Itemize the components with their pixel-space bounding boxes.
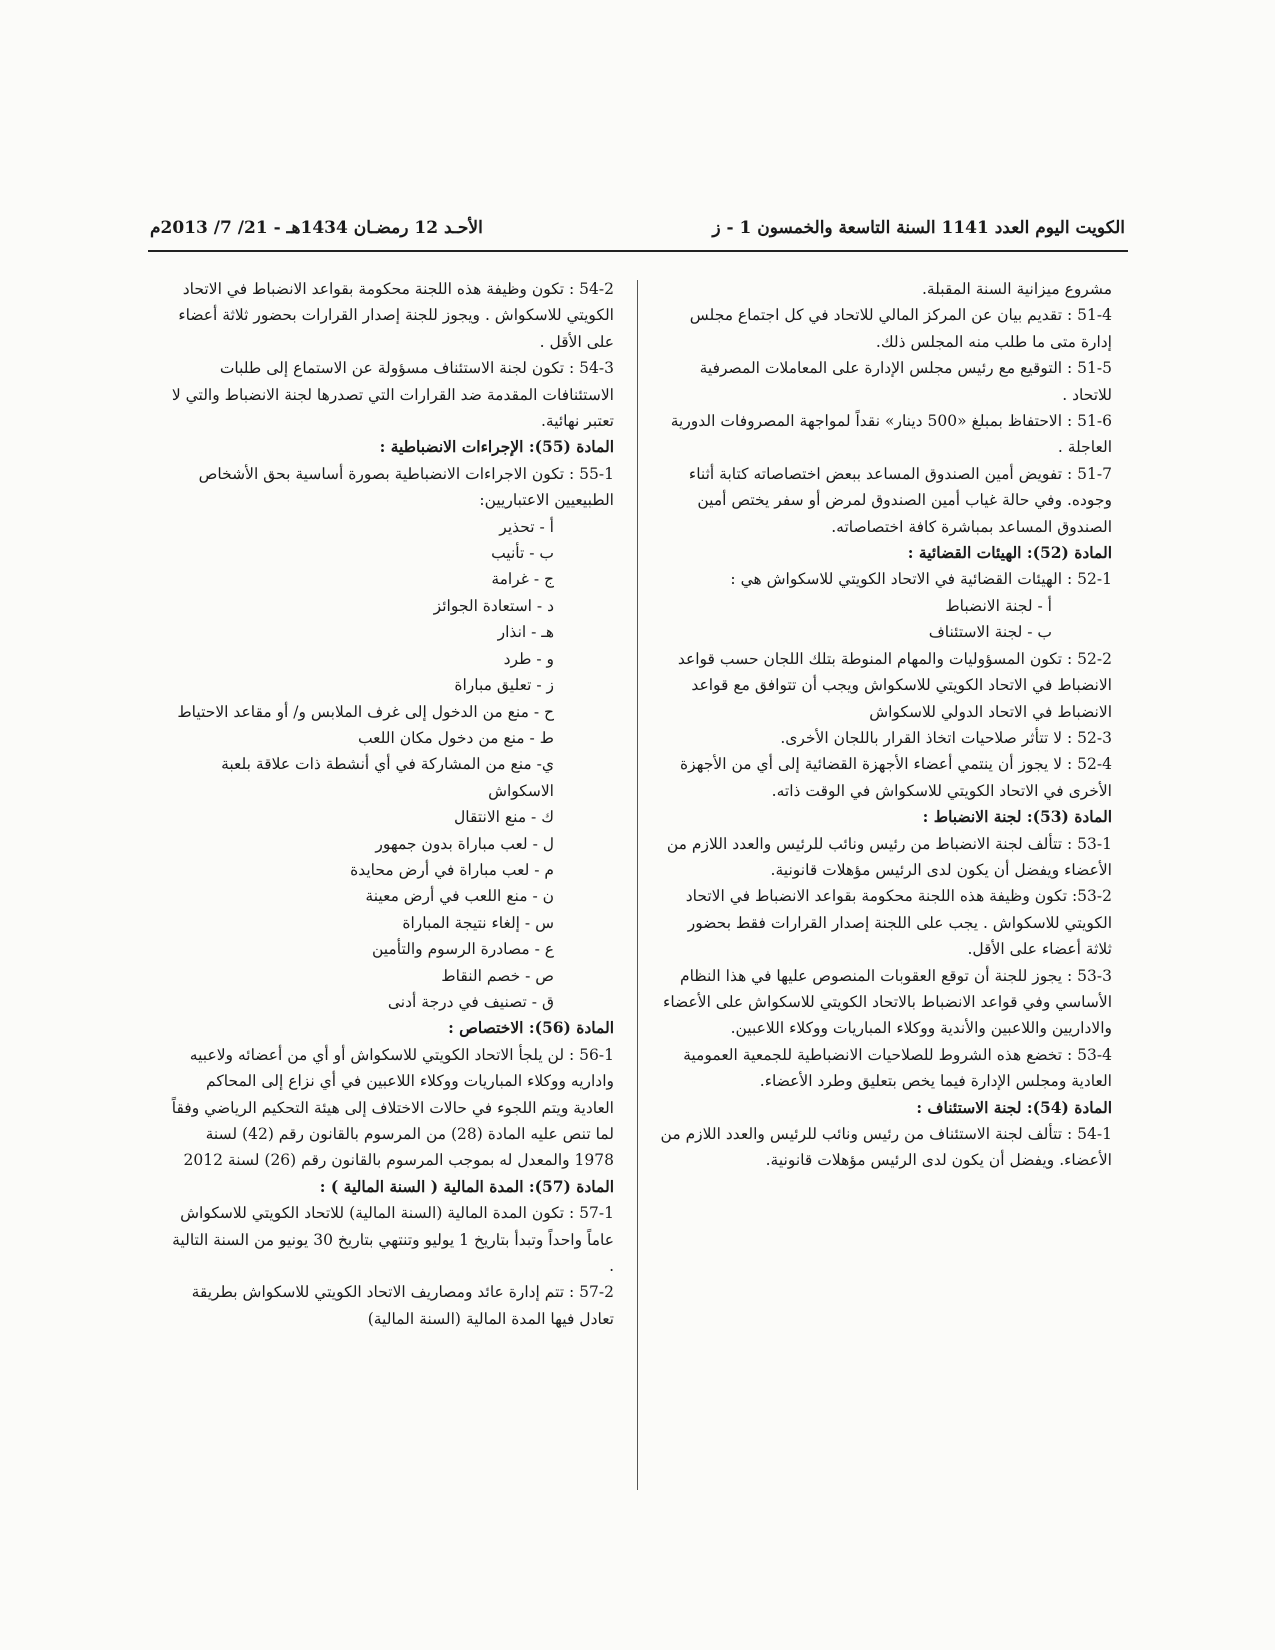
list-item: أ - تحذير	[499, 517, 554, 536]
clause: 54-3 : تكون لجنة الاستئناف مسؤولة عن الاستماع إلى طلبات الاستئنافات المقدمة ضد القرارات التي تصدرها لجنة الانضباط والتي لا تعتبر نهائية.	[171, 359, 614, 431]
clause: 51-7 : تفويض أمين الصندوق المساعد ببعض اختصاصاته كتابة أثناء وجوده. وفي حالة غياب أمين الصندوق لمرض أو سفر يختص أمين الصندوق المساعد بمباشرة كافة اختصاصاته.	[688, 464, 1112, 536]
list-item: أ - لجنة الانضباط	[945, 596, 1052, 615]
list-item: ك - منع الانتقال	[454, 808, 554, 827]
clause: 54-2 : تكون وظيفة هذه اللجنة محكومة بقواعد الانضباط في الاتحاد الكويتي للاسكواش . ويجوز للجنة إصدار القرارات بحضور ثلاثة أعضاء على الأقل .	[178, 280, 614, 351]
list-item: ب - لجنة الاستئناف	[928, 623, 1052, 642]
clause: 52-4 : لا يجوز أن ينتمي أعضاء الأجهزة القضائية إلى أي من الأجهزة الأخرى في الاتحاد الكويتي للاسكواش في الوقت ذاته.	[680, 755, 1112, 800]
list-item: و - طرد	[503, 649, 554, 668]
list-item: س - إلغاء نتيجة المباراة	[402, 913, 554, 932]
list-item: ل - لعب مباراة بدون جمهور	[375, 834, 554, 853]
clause: 57-2 : تتم إدارة عائد ومصاريف الاتحاد الكويتي للاسكواش بطريقة تعادل فيها المدة المالية (السنة المالية)	[191, 1283, 614, 1328]
column-divider	[637, 280, 638, 1490]
gazette-issue-info: الكويت اليوم العدد 1141 السنة التاسعة والخمسون 1 - ز	[712, 218, 1125, 238]
article-heading: المادة (52): الهيئات القضائية :	[907, 543, 1112, 563]
list-item: هـ - انذار	[497, 623, 554, 642]
page-header	[150, 218, 1125, 248]
gazette-date: الأحـد 12 رمضـان 1434هـ - 21/ 7/ 2013م	[150, 218, 483, 238]
article-heading: المادة (55): الإجراءات الانضباطية :	[379, 437, 614, 457]
article-heading: المادة (57): المدة المالية ( السنة المالية ) :	[319, 1176, 614, 1196]
list-item: ق - تصنيف في درجة أدنى	[387, 992, 554, 1011]
list-item: ب - تأنيب	[491, 544, 554, 563]
article-heading: المادة (53): لجنة الانضباط :	[922, 807, 1112, 827]
list-item: د - استعادة الجوائز	[433, 596, 554, 615]
list-item: ي- منع من المشاركة في أي أنشطة ذات علاقة بلعبة الاسكواش	[221, 755, 554, 800]
list-item: ن - منع اللعب في أرض معينة	[365, 887, 554, 906]
clause: 51-4 : تقديم بيان عن المركز المالي للاتحاد في كل اجتماع مجلس إدارة متى ما طلب منه المجلس ذلك.	[689, 306, 1112, 351]
list-item: ح - منع من الدخول إلى غرف الملابس و/ أو مقاعد الاحتياط	[177, 702, 554, 721]
list-item: ج - غرامة	[491, 570, 554, 589]
clause: 53-4 : تخضع هذه الشروط للصلاحيات الانضباطية للجمعية العمومية العادية ومجلس الإدارة فيما يخص بتعليق وطرد الأعضاء.	[683, 1045, 1112, 1091]
left-column	[170, 276, 614, 1332]
clause: 53-2: تكون وظيفة هذه اللجنة محكومة بقواعد الانضباط في الاتحاد الكويتي للاسكواش . يجب على اللجنة إصدار القرارات فقط بحضور ثلاثة أعضاء على الأقل.	[685, 887, 1112, 959]
clause: 52-2 : تكون المسؤوليات والمهام المنوطة بتلك اللجان حسب قواعد الانضباط في الاتحاد الكويتي للاسكواش ويجب أن تتوافق مع قواعد الانضباط في الاتحاد الدولي للاسكواش	[677, 649, 1112, 721]
article-heading: المادة (56): الاختصاص :	[448, 1018, 614, 1038]
right-column	[660, 276, 1112, 1174]
list-item: ص - خصم النقاط	[441, 966, 554, 985]
list-item: ط - منع من دخول مكان اللعب	[357, 728, 554, 747]
clause: 52-1 : الهيئات القضائية في الاتحاد الكويتي للاسكواش هي :	[730, 570, 1112, 589]
clause: 51-6 : الاحتفاظ بمبلغ «500 دينار» نقداً لمواجهة المصروفات الدورية العاجلة .	[670, 412, 1112, 457]
list-item: ع - مصادرة الرسوم والتأمين	[371, 940, 554, 959]
clause: 52-3 : لا تتأثر صلاحيات اتخاذ القرار باللجان الأخرى.	[780, 728, 1112, 747]
article-heading: المادة (54): لجنة الاستئناف :	[916, 1097, 1112, 1117]
clause: 54-1 : تتألف لجنة الاستئناف من رئيس ونائب للرئيس والعدد اللازم من الأعضاء. ويفضل أن يكون لدى الرئيس مؤهلات قانونية.	[660, 1125, 1112, 1170]
list-item: م - لعب مباراة في أرض محايدة	[350, 860, 554, 879]
clause: 53-1 : تتألف لجنة الانضباط من رئيس ونائب للرئيس والعدد اللازم من الأعضاء ويفضل أن يكون لدى الرئيس مؤهلات قانونية.	[666, 834, 1112, 879]
list-item: ز - تعليق مباراة	[454, 676, 554, 695]
clause: 57-1 : تكون المدة المالية (السنة المالية) للاتحاد الكويتي للاسكواش عاماً واحداً وتبدأ بتاريخ 1 يوليو وتنتهي بتاريخ 30 يونيو من السنة التالية .	[172, 1204, 614, 1276]
header-rule	[148, 250, 1128, 252]
clause: 55-1 : تكون الاجراءات الانضباطية بصورة أساسية بحق الأشخاص الطبيعيين الاعتباريين:	[198, 464, 614, 510]
clause: 56-1 : لن يلجأ الاتحاد الكويتي للاسكواش أو أي من أعضائه ولاعبيه واداريه ووكلاء المباريات ووكلاء اللاعبين في أي نزاع إلى المحاكم العادية ويتم اللجوء في حالات الاختلاف إلى هيئة التحكيم الرياضي وفقاً لما تنص عليه المادة (28) من المرسوم بالقانون رقم (42) لسنة 1978 والمعدل له بموجب المرسوم بالقانون رقم (26) لسنة 2012	[171, 1045, 614, 1170]
paragraph: مشروع ميزانية السنة المقبلة.	[921, 280, 1112, 298]
clause: 53-3 : يجوز للجنة أن توقع العقوبات المنصوص عليها في هذا النظام الأساسي وفي قواعد الانضباط بالاتحاد الكويتي للاسكواش على الأعضاء والاداريين واللاعبين والأندية ووكلاء المباريات ووكلاء اللاعبين.	[663, 966, 1112, 1038]
clause: 51-5 : التوقيع مع رئيس مجلس الإدارة على المعاملات المصرفية للاتحاد .	[699, 359, 1112, 404]
